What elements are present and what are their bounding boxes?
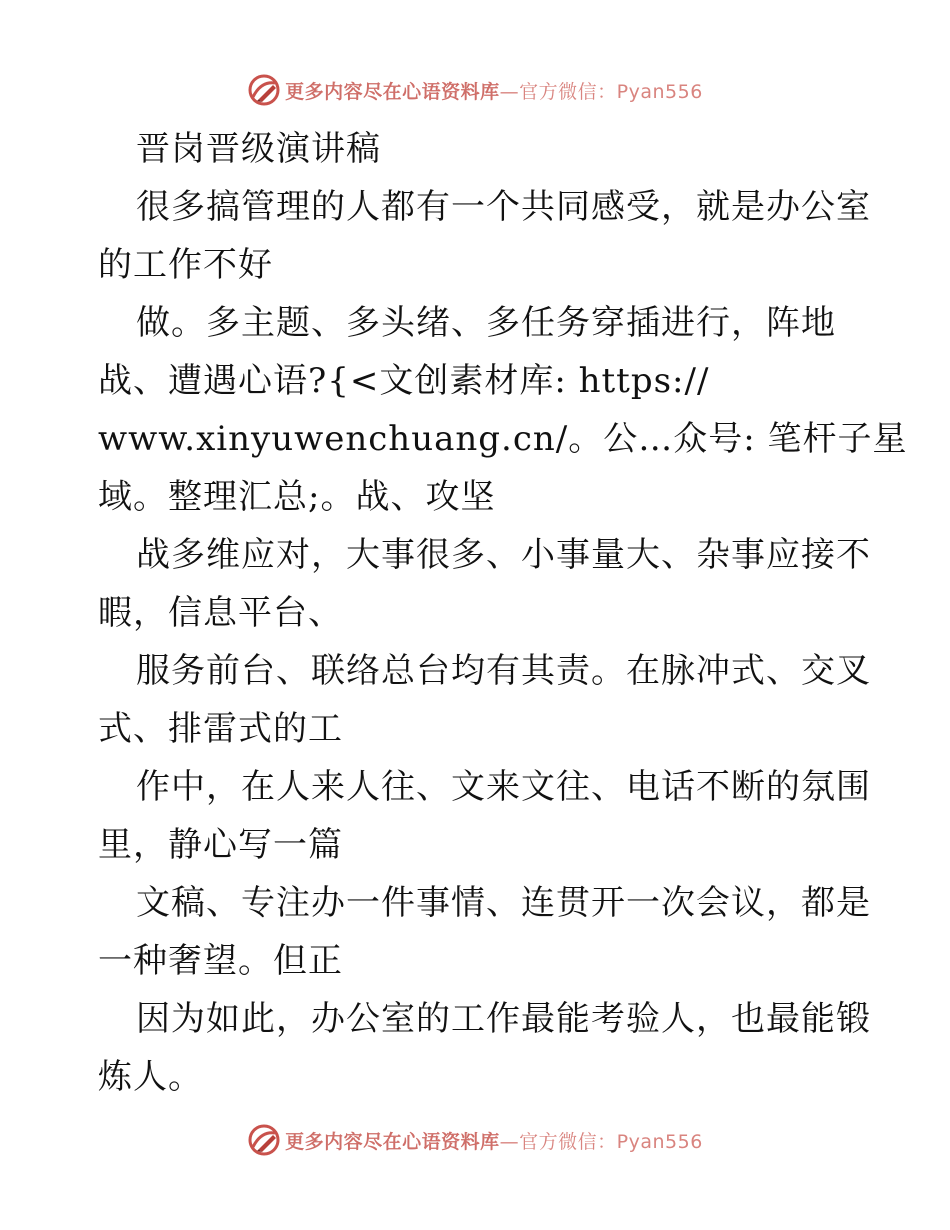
paragraph-line: 域。整理汇总;。战、攻坚 [98,477,496,517]
paragraph-line: 战多维应对，大事很多、小事量大、杂事应接不 [136,535,871,575]
footer-banner-sep: — [499,1130,520,1153]
header-banner [0,70,950,110]
paragraph-line: 式、排雷式的工 [98,709,343,749]
paragraph-line: 战、遭遇心语?{<文创素材库: https:// [98,361,710,401]
paragraph-line: 一种奢望。但正 [98,941,343,981]
footer-banner-main: 更多内容尽在心语资料库 [285,1130,500,1153]
header-banner-main: 更多内容尽在心语资料库 [285,80,500,103]
paragraph-line: 服务前台、联络总台均有其责。在脉冲式、交叉 [136,651,871,691]
paragraph-line: 的工作不好 [98,245,273,285]
paragraph-line: 暇，信息平台、 [98,593,343,633]
paragraph-line: 作中，在人来人往、文来文往、电话不断的氛围 [136,767,871,807]
paragraph-line: 文稿、专注办一件事情、连贯开一次会议，都是 [136,883,871,923]
document-body [98,120,908,1106]
header-banner-inner [247,73,703,107]
footer-banner-text [285,1127,703,1154]
footer-banner [0,1120,950,1160]
header-banner-text [285,77,703,104]
pen-logo-icon [247,73,281,107]
header-banner-sep: — [499,80,520,103]
footer-banner-inner [247,1123,703,1157]
paragraph-line: 炼人。 [98,1057,203,1097]
footer-banner-tail: 官方微信：Pyan556 [519,1130,703,1153]
paragraph-line: 因为如此，办公室的工作最能考验人，也最能锻 [136,999,871,1039]
paragraph-line: www.xinyuwenchuang.cn/。公…众号: 笔杆子星 [98,419,908,459]
paragraph-line: 很多搞管理的人都有一个共同感受，就是办公室 [136,187,871,227]
paragraph-line: 里，静心写一篇 [98,825,343,865]
paragraph-line: 做。多主题、多头绪、多任务穿插进行，阵地 [136,303,836,343]
header-banner-tail: 官方微信：Pyan556 [519,80,703,103]
pen-logo-icon [247,1123,281,1157]
document-title: 晋岗晋级演讲稿 [136,129,381,169]
